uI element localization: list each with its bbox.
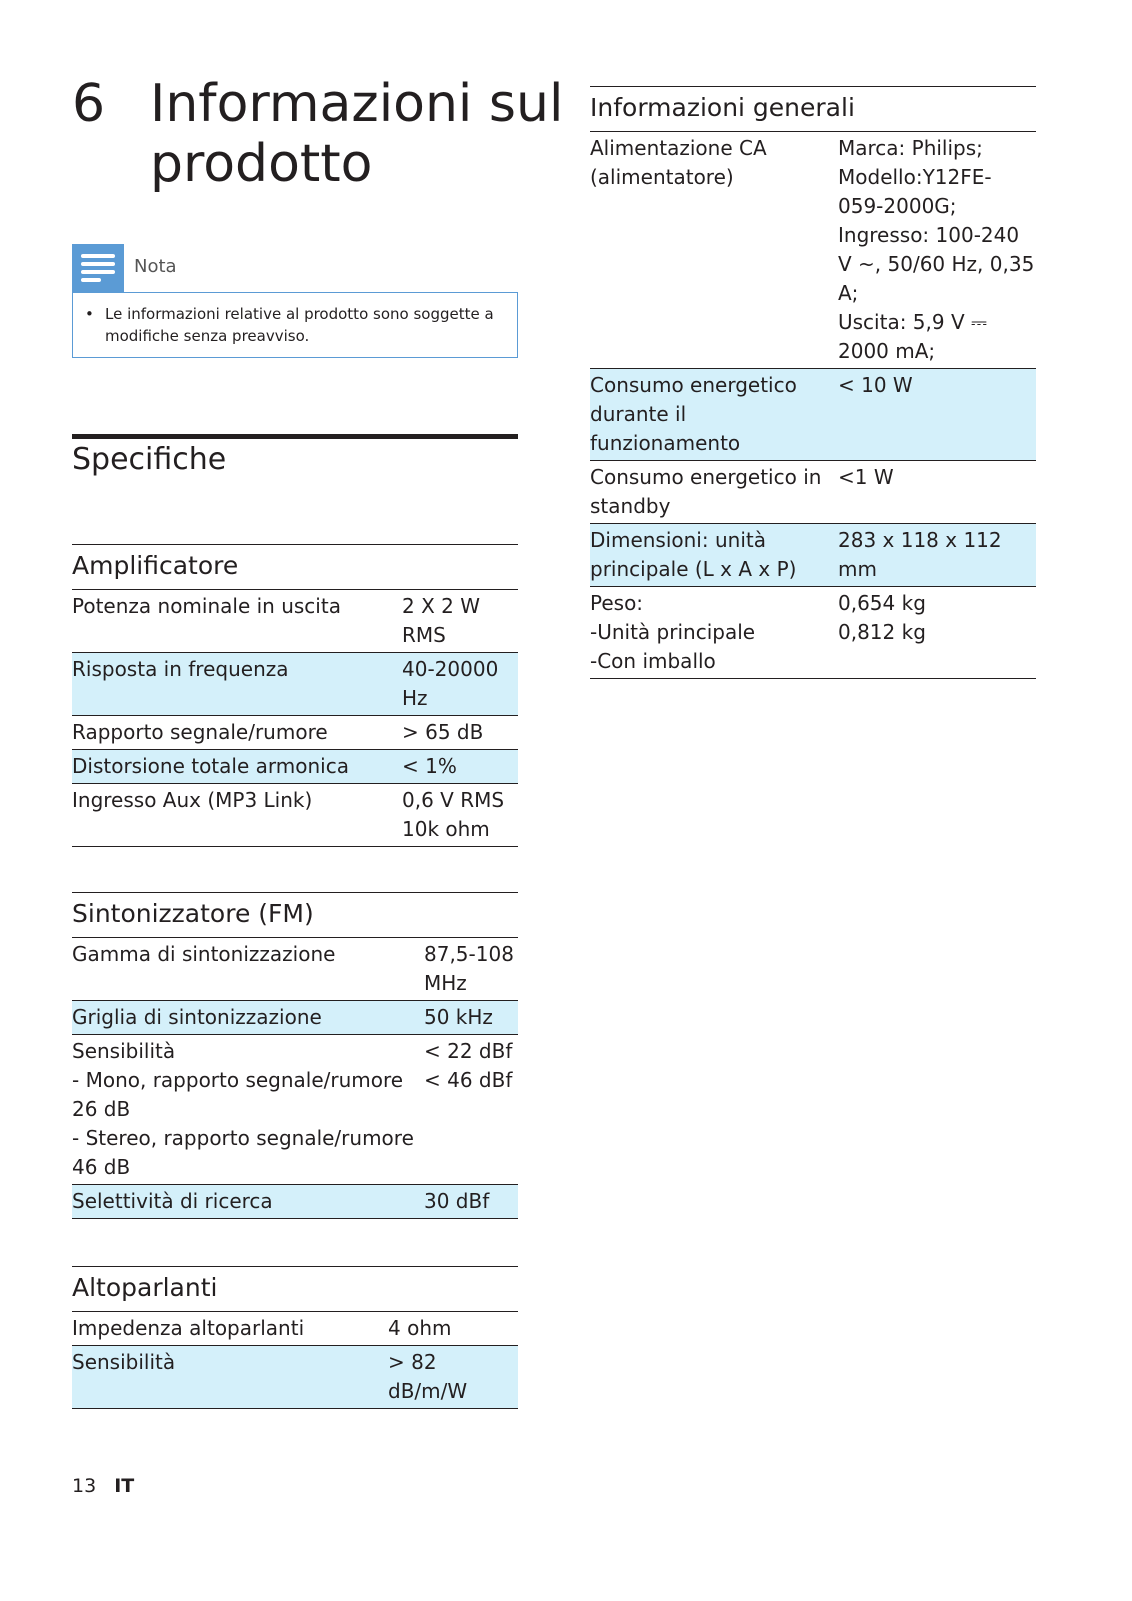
table-row — [72, 750, 518, 784]
spec-value: Marca: Philips; — [838, 136, 983, 160]
table-row — [72, 590, 518, 653]
spec-value: Uscita: 5,9 V ⎓ 2000 mA; — [838, 310, 987, 363]
spec-label: - Mono, rapporto segnale/rumore 26 dB — [72, 1068, 404, 1121]
table-row — [72, 1001, 518, 1035]
page-number: 13 — [72, 1475, 97, 1497]
spec-label: Distorsione totale armonica — [72, 750, 402, 784]
table-row — [72, 784, 518, 847]
spec-value: < 10 W — [838, 369, 1036, 461]
spec-label: -Con imballo — [590, 649, 716, 673]
spec-value: 50 kHz — [424, 1001, 518, 1035]
table-row — [72, 1185, 518, 1219]
spec-label: Peso: — [590, 591, 644, 615]
spec-value: 4 ohm — [388, 1312, 518, 1346]
table-row — [590, 461, 1036, 524]
spec-table — [72, 1312, 518, 1409]
language-code: IT — [114, 1475, 135, 1497]
spec-value: Modello:Y12FE-059-2000G; — [838, 165, 992, 218]
spec-value: < 22 dBf — [424, 1039, 513, 1063]
table-row — [590, 587, 1036, 679]
table-row — [72, 1312, 518, 1346]
spec-label: Potenza nominale in uscita — [72, 590, 402, 653]
spec-label: Risposta in frequenza — [72, 653, 402, 716]
spec-value: 0,812 kg — [838, 620, 926, 644]
chapter-title: Informazioni sul prodotto — [150, 74, 564, 194]
section-title: Informazioni generali — [590, 86, 1036, 132]
spec-value: < 46 dBf — [424, 1068, 513, 1092]
chapter-number: 6 — [72, 74, 106, 134]
table-row — [72, 1346, 518, 1409]
table-row — [72, 938, 518, 1001]
spec-value: 30 dBf — [424, 1185, 518, 1219]
spec-label: Gamma di sintonizzazione — [72, 938, 424, 1001]
note-box — [72, 244, 518, 358]
specs-title: Specifiche — [72, 442, 227, 477]
table-row — [590, 132, 1036, 369]
section-title: Altoparlanti — [72, 1266, 518, 1312]
spec-table — [72, 938, 518, 1219]
section-title: Sintonizzatore (FM) — [72, 892, 518, 938]
spec-label: Ingresso Aux (MP3 Link) — [72, 784, 402, 847]
spec-value: 87,5-108 MHz — [424, 938, 518, 1001]
spec-value: 40-20000 Hz — [402, 653, 518, 716]
page-footer — [72, 1475, 134, 1497]
section-altoparlanti — [72, 1266, 518, 1409]
spec-label: Consumo energetico in standby — [590, 461, 838, 524]
spec-label: Sensibilità — [72, 1039, 176, 1063]
spec-label: Impedenza altoparlanti — [72, 1312, 388, 1346]
spec-table — [590, 132, 1036, 679]
bullet-icon: • — [85, 305, 94, 323]
table-row — [590, 524, 1036, 587]
spec-value: 0,654 kg — [838, 591, 926, 615]
spec-label: Rapporto segnale/rumore — [72, 716, 402, 750]
table-row — [590, 369, 1036, 461]
spec-label: Selettività di ricerca — [72, 1185, 424, 1219]
spec-label: Dimensioni: unità principale (L x A x P) — [590, 524, 838, 587]
spec-label: Alimentazione CA (alimentatore) — [590, 132, 838, 369]
spec-label: Griglia di sintonizzazione — [72, 1001, 424, 1035]
spec-value: 0,6 V RMS 10k ohm — [402, 784, 518, 847]
section-title: Amplificatore — [72, 544, 518, 590]
table-row — [72, 716, 518, 750]
table-row — [72, 653, 518, 716]
spec-value: > 82 dB/m/W — [388, 1346, 518, 1409]
spec-value: 2 X 2 W RMS — [402, 590, 518, 653]
spec-value: < 1% — [402, 750, 518, 784]
spec-label: - Stereo, rapporto segnale/rumore 46 dB — [72, 1126, 414, 1179]
specs-rule — [72, 434, 518, 439]
spec-table — [72, 590, 518, 847]
spec-label: Sensibilità — [72, 1346, 388, 1409]
spec-label: -Unità principale — [590, 620, 756, 644]
section-generali — [590, 86, 1036, 679]
spec-label: Consumo energetico durante il funzionamento — [590, 369, 838, 461]
section-sintonizzatore — [72, 892, 518, 1219]
spec-value: Ingresso: 100-240 V ~, 50/60 Hz, 0,35 A; — [838, 223, 1035, 305]
spec-value: 283 x 118 x 112 mm — [838, 524, 1036, 587]
table-row — [72, 1035, 518, 1185]
section-amplificatore — [72, 544, 518, 847]
note-icon — [72, 244, 124, 292]
spec-value: <1 W — [838, 461, 1036, 524]
note-label: Nota — [134, 256, 177, 277]
note-text: Le informazioni relative al prodotto sono soggette a modifiche senza preavviso. — [105, 305, 494, 345]
spec-value: > 65 dB — [402, 716, 518, 750]
